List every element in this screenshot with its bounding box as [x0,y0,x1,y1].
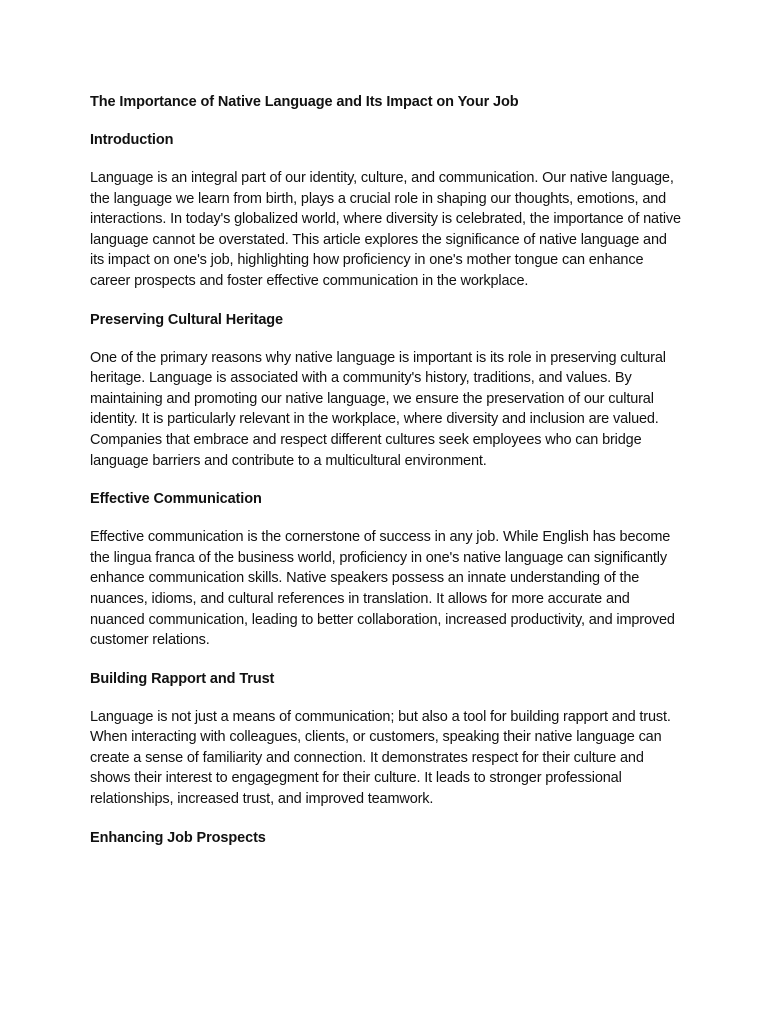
section-heading-rapport-trust: Building Rapport and Trust [90,670,275,687]
document-content [90,92,682,866]
section-heading-introduction: Introduction [90,132,174,148]
paragraph-introduction: Language is an integral part of our identity, culture, and communication. Our native language, the language we learn from birth, plays a crucial role in shaping our thoughts, emotions, and interactions. In today's globalized world, where diversity is celebrated, the importance of native language cannot be overstated. This article explores the significance of native language and its impact on one's job, highlighting how proficiency in one's mother tongue can enhance career prospects and foster effective communication in the workplace. [90,170,681,289]
section-heading-effective-communication: Effective Communication [90,491,262,508]
paragraph-effective-communication: Effective communication is the cornerstone of success in any job. While English has become the lingua franca of the business world, proficiency in one's native language can significantly enhance communication skills. Native speakers possess an innate understanding of the nuances, idioms, and cultural references in translation. It allows for more accurate and nuanced communication, leading to better collaboration, increased productivity, and improved customer relations. [90,529,675,649]
paragraph-rapport-trust: Language is not just a means of communication; but also a tool for building rapport and trust. When interacting with colleagues, clients, or customers, speaking their native language can create a sense of familiarity and connection. It demonstrates respect for their culture and shows their interest to engagegment for their culture. It leads to stronger professional relationships, increased trust, and improved teamwork. [90,708,671,808]
section-heading-job-prospects: Enhancing Job Prospects [90,829,266,846]
document-title: The Importance of Native Language and Its Impact on Your Job [90,94,519,110]
paragraph-cultural-heritage: One of the primary reasons why native language is important is its role in preserving cultural heritage. Language is associated with a community's history, traditions, and values. By maintaining and promoting our native language, we ensure the preservation of our cultural identity. It is particularly relevant in the workplace, where diversity and inclusion are valued. Companies that embrace and respect different cultures seek employees who can bridge language barriers and contribute to a multicultural environment. [90,349,666,469]
section-heading-cultural-heritage: Preserving Cultural Heritage [90,311,284,328]
